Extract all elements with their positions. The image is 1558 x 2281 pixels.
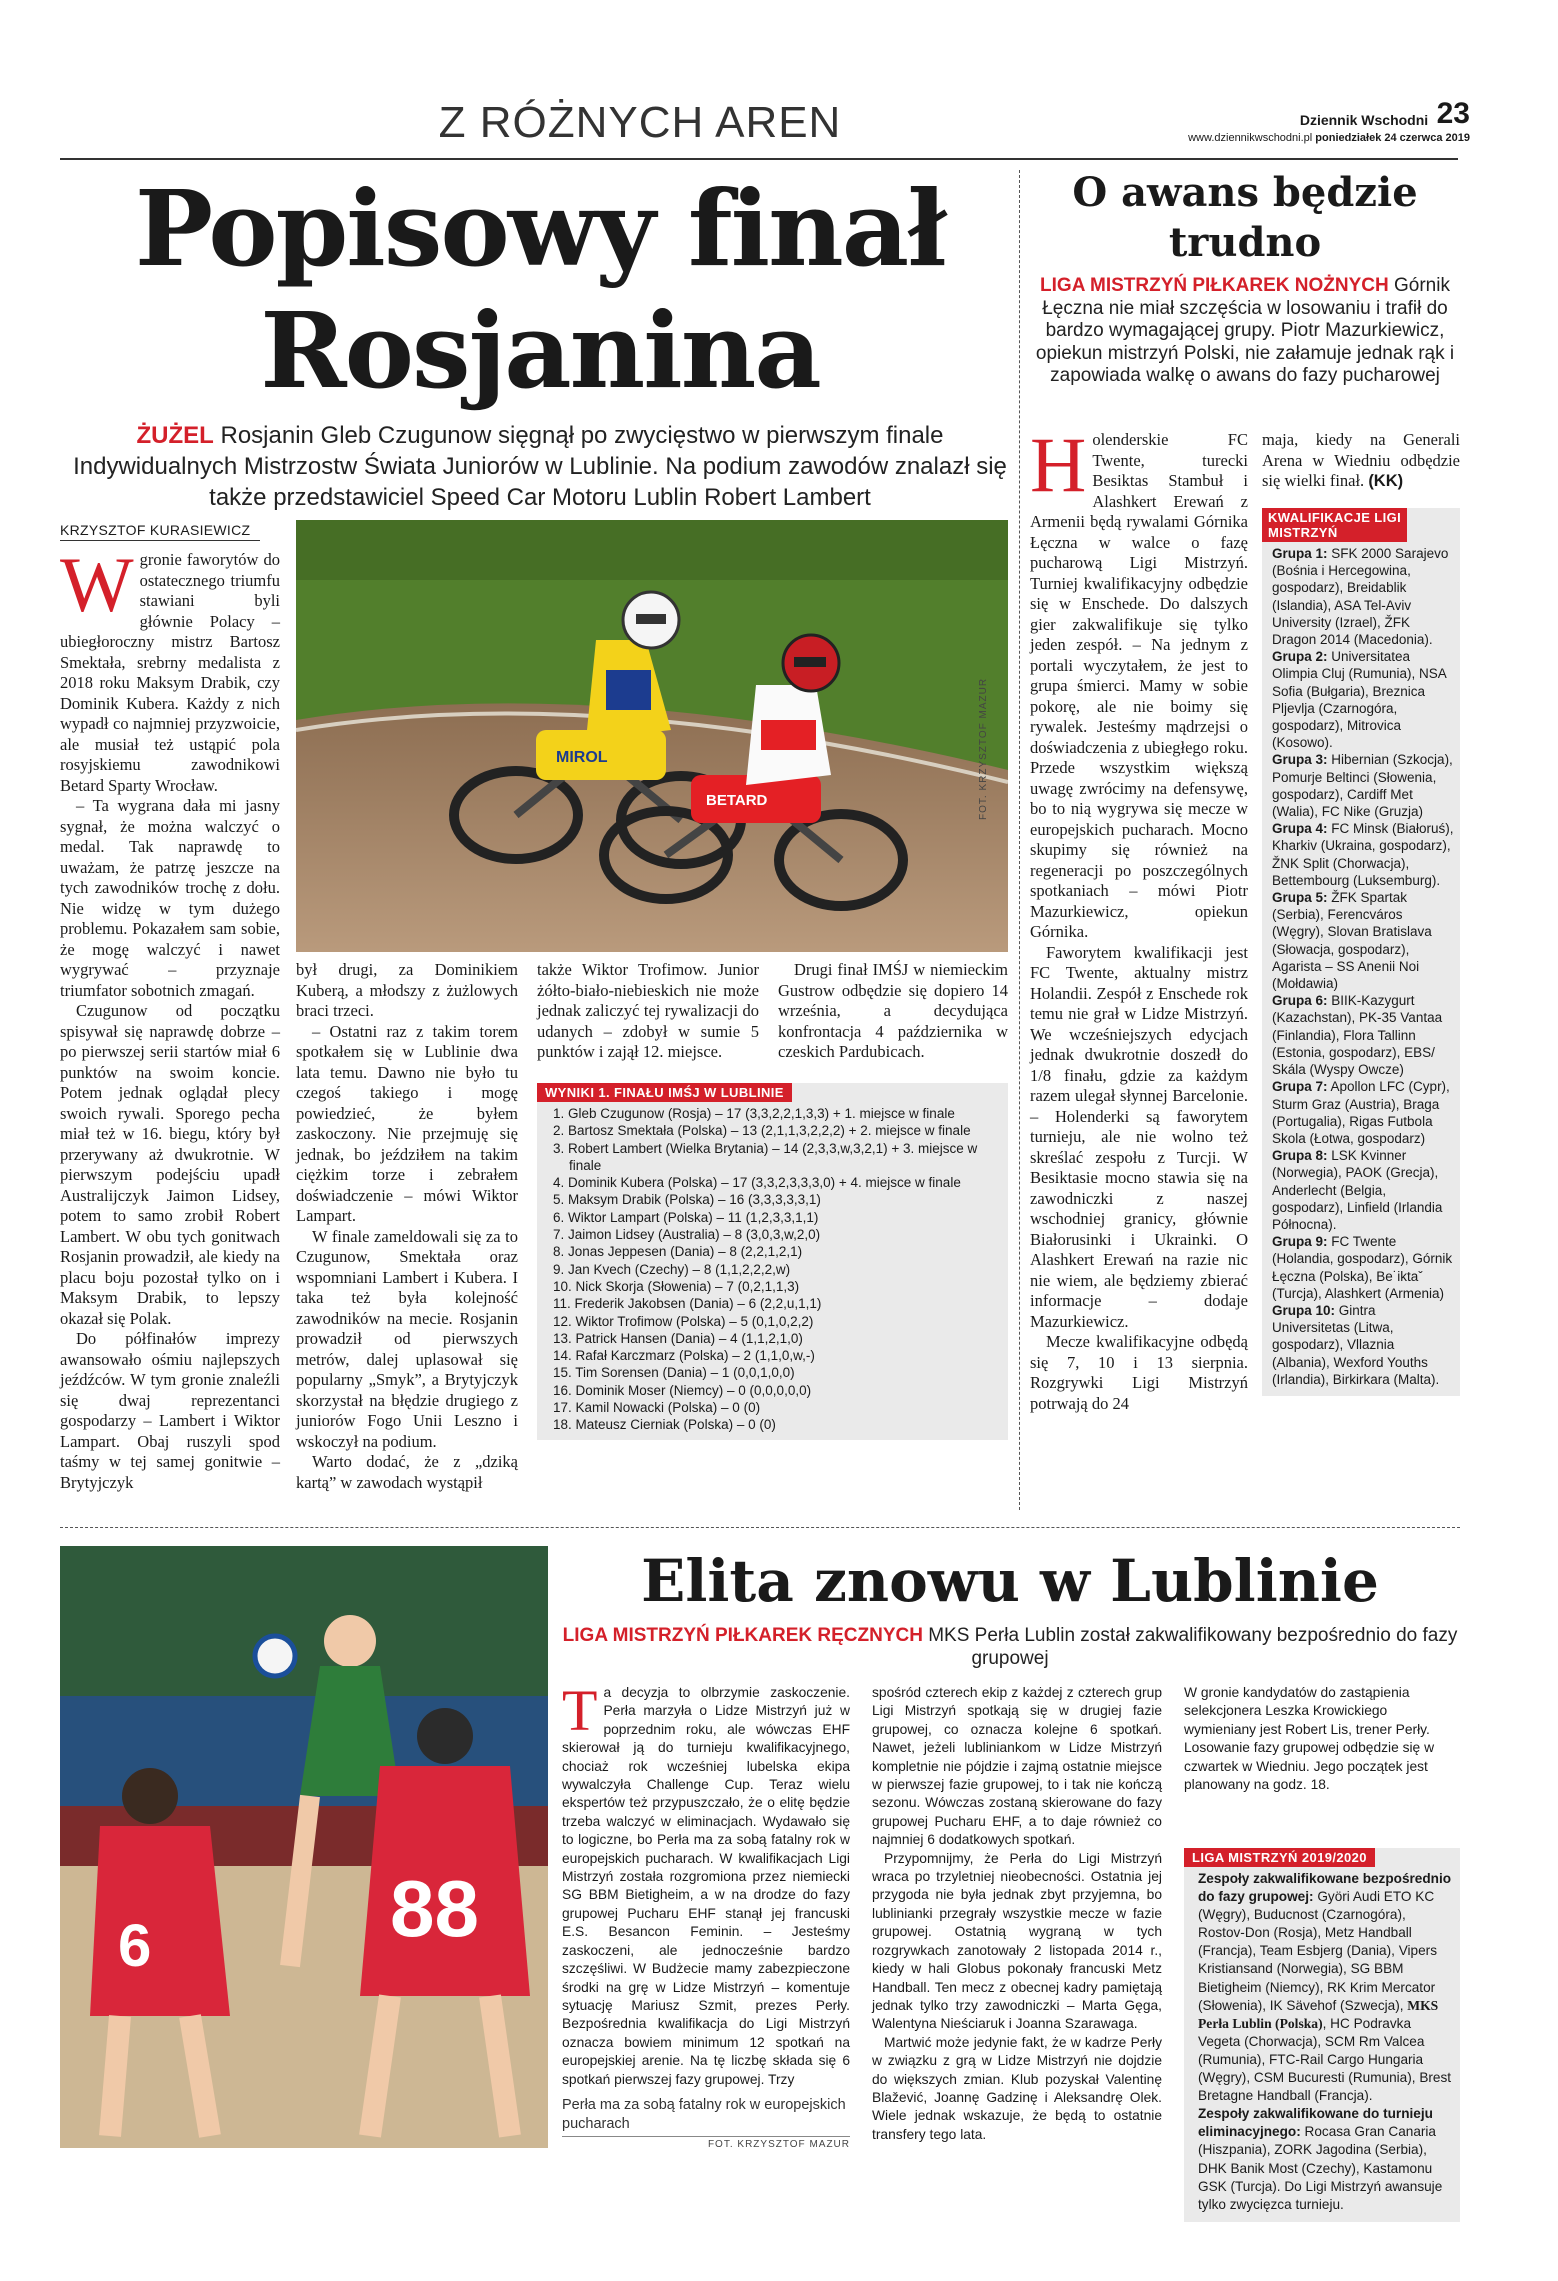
paragraph: Do półfinałów imprezy awansowało ośmiu najlepszych jeźdźców. W tym gronie znaleźli się dwaj reprezentanci gospodarzy – Lambert i Wiktor Lampart. Obaj ruszyli spod taśmy w tej samej gonitwie – Brytyjczyk <box>60 1329 280 1492</box>
results-row: 13. Patrick Hansen (Dania) – 4 (1,1,2,1,0) <box>553 1330 803 1346</box>
side-column-1 <box>1030 421 1248 1414</box>
paragraph: Mecze kwalifikacyjne odbędą się 7, 10 i 13 sierpnia. Rozgrywki Ligi Mistrzyń potrwają do 24 <box>1030 1332 1248 1413</box>
group-teams: Gintra Universitetas (Litwa, gospodarz), Vllaznia (Albania), Wexford Youths (Irlandia), Birkirkara (Malta). <box>1272 1302 1440 1387</box>
photo-caption: Perła ma za sobą fatalny rok w europejskich pucharach <box>562 2097 846 2132</box>
paragraph: Drugi finał IMŚJ w niemieckim Gustrow odbędzie się dopiero 14 września, a decydująca konfrontacja 4 października w czeskich Pardubicach. <box>778 960 1008 1061</box>
group-entry <box>1272 648 1454 751</box>
results-row: 10. Nick Skorja (Słowenia) – 7 (0,2,1,1,3) <box>553 1278 800 1294</box>
speedway-illustration <box>296 520 1008 952</box>
results-row: 2. Bartosz Smektała (Polska) – 13 (2,1,1,3,2,2,2) + 2. miejsce w finale <box>553 1123 971 1139</box>
group-label: Grupa 7: <box>1272 1079 1328 1095</box>
champions-league-title: LIGA MISTRZYŃ 2019/2020 <box>1184 1848 1375 1867</box>
bottom-kicker: LIGA MISTRZYŃ PIŁKAREK RĘCZNYCH <box>562 1625 923 1646</box>
side-lead <box>1030 275 1460 388</box>
bottom-column-2 <box>872 1684 1162 2144</box>
paragraph-text: a decyzja to olbrzymie zaskoczenie. Perła marzyła o Lidze Mistrzyń już w poprzednim roku, ale wówczas EHF skierował ją do turnieju kwalifikacyjnego, chociaż rok wcześniej lubelska ekipa wywalczyła Challenge Cup. Teraz wielu ekspertów też przypuszczało, że o elitę będzie trzeba walczyć w eliminacjach. Wydawało się to logiczne, bo Perła ma za sobą fatalny rok w europejskich pucharach. W kwalifikacjach Ligi Mistrzyń została rozgromiona przez niemiecki SG BBM Bietigheim, a w na drodze do fazy grupowej Pucharu EHF stanął jej francuski E.S. Besancon Feminin. – Jesteśmy zaskoczeni, ale jednocześnie bardzo szczęśliwi. W Budżecie mamy zabezpieczone środki na grę w Lidze Mistrzyń – komentuje sytuację Mariusz Szmit, prezes Perły. Bezpośrednia kwalifikacja do Ligi Mistrzyń oznacza bowiem minimum 12 spotkań na europejskiej arenie. Na tę liczbę składa się 6 spotkań pierwszej fazy grupowej. Trzy <box>562 1685 850 2087</box>
group-label: Grupa 5: <box>1272 890 1328 906</box>
svg-text:BETARD: BETARD <box>706 792 768 809</box>
results-row: 17. Kamil Nowacki (Polska) – 0 (0) <box>553 1400 761 1416</box>
paragraph: spośród czterech ekip z każdej z czterech grup Ligi Mistrzyń spotkają się w drugiej fazie grupowej, co oznacza kolejne 6 spotkań. Nawet, jeżeli lubliniankom w Lidze Mistrzyń kompletnie nie pójdzie i zajmą ostatnie miejsce w pierwszej fazie grupowej, to i tak nie kończą sezonu. Wówczas zostaną skierowane do fazy grupowej Pucharu EHF, a to daje również co najmniej 6 dodatkowych spotkań. <box>872 1685 1162 1848</box>
results-row: 3. Robert Lambert (Wielka Brytania) – 14 (2,3,3,w,3,2,1) + 3. miejsce w finale <box>553 1140 978 1173</box>
side-column-2 <box>1262 430 1460 492</box>
main-lead <box>60 420 1020 513</box>
group-teams: Universitatea Olimpia Cluj (Rumunia), NSA Sofia (Bułgaria), Breznica Pljevlja (Czarnogóra, gospodarz), Mitrovica (Kosowo). <box>1272 649 1447 751</box>
group-entry <box>1272 889 1454 992</box>
page-info <box>1188 97 1470 144</box>
group-label: Grupa 3: <box>1272 752 1328 768</box>
dropcap: W <box>60 541 134 628</box>
results-row: 18. Mateusz Cierniak (Polska) – 0 (0) <box>553 1417 776 1433</box>
group-entry <box>1272 751 1454 820</box>
results-row: 9. Jan Kvech (Czechy) – 8 (1,1,2,2,2,w) <box>553 1261 791 1277</box>
champions-league-text <box>1184 1870 1460 2214</box>
champions-league-box <box>1184 1848 1460 2222</box>
paragraph: W gronie kandydatów do zastąpienia selekcjonera Leszka Krowickiego wymieniany jest Robert Lis, trener Perły. Losowanie fazy grupowej odbędzie się w czwartek w Wiedniu. Jego początek jest planowany na godz. 18. <box>1184 1685 1435 1793</box>
photo-credit: FOT. KRZYSZTOF MAZUR <box>562 2136 850 2150</box>
paragraph-text: maja, kiedy na Generali Arena w Wiedniu odbędzie się wielki finał. <box>1262 430 1460 490</box>
article-column-3 <box>537 960 759 1063</box>
group-teams: Apollon LFC (Cypr), Sturm Graz (Austria), Braga (Portugalia), Rigas Futbola Skola (Łotwa, gospodarz) <box>1272 1079 1450 1146</box>
paragraph: W finale zameldowali się za to Czugunow, Smektała oraz wspomniani Lambert i Kubera. I taka też była kolejność zawodników na mecie. Rosjanin prowadził od pierwszych metrów, dalej uplasował się popularny „Smyk”, a Brytyjczyk skorzystał na błędzie drugiego z juniorów Fogo Unii Leszno i wskoczył na podium. <box>296 1226 518 1451</box>
svg-text:MIROL: MIROL <box>556 749 608 766</box>
direct-label: Zespoły zakwalifikowane bezpośrednio do fazy grupowej: <box>1198 1871 1452 1905</box>
paragraph-text: olenderskie FC Twente, turecki Besiktas Stambuł i Alashkert Erewań z Armenii będą rywalami Górnika Łęczna w walce o fazę pucharową Ligi Mistrzyń. Turniej kwalifikacyjny odbędzie się w Enschede. Do dalszych gier zakwalifikuje się tylko jeden zespół. – Na jednym z portali wyczytałem, że jest to grupa śmierci. Mamy w sobie pokorę, ale nie boimy się rywalek. Jesteśmy mądrzejsi o doświadczenia z ubiegłego roku. Przede wszystkim większą uwagę zwrócimy na defensywę, bo to nią wygrywa się mecze w europejskich pucharach. Mocno skupimy się również na regeneracji po poszczególnych spotkaniach – mówi Piotr Mazurkiewicz, opiekun Górnika. <box>1030 430 1248 941</box>
results-row: 1. Gleb Czugunow (Rosja) – 17 (3,3,2,2,1,3,3) + 1. miejsce w finale <box>553 1106 955 1121</box>
main-kicker: ŻUŻEL <box>136 422 214 449</box>
group-label: Grupa 2: <box>1272 649 1328 665</box>
section-title: Z RÓŻNYCH AREN <box>438 98 842 147</box>
group-entry <box>1272 992 1454 1078</box>
results-row: 5. Maksym Drabik (Polska) – 16 (3,3,3,3,3,1) <box>553 1192 821 1208</box>
side-headline <box>1030 168 1460 268</box>
svg-text:88: 88 <box>390 1864 479 1953</box>
paragraph: Przypomnijmy, że Perła do Ligi Mistrzyń wraca po trzyletniej nieobecności. Ostatnia jej przygoda nie była jednak zbyt przyjemna, bo lublinianki przegrały wszystkie mecze w fazie grupowej. Ostatnią wygraną w tych rozgrywkach zanotowały 2 listopada 2014 r., kiedy w hali Globus pokonały francuski Metz Handball. Ten mecz z obecnej kadry pamiętają jednak tylko trzy zawodniczki – Marta Gęga, Walentyna Nieściaruk i Joanna Szarawaga. <box>872 1850 1162 2032</box>
group-entry <box>1272 1233 1454 1302</box>
perla-highlight: MKS Perła Lublin (Polska) <box>1198 1997 1439 2031</box>
website[interactable]: www.dziennikwschodni.pl <box>1188 132 1313 144</box>
author-byline: KRZYSZTOF KURASIEWICZ <box>60 522 260 541</box>
bottom-column-3 <box>1184 1684 1460 1794</box>
group-label: Grupa 1: <box>1272 546 1328 561</box>
main-headline-line2: Rosjanina <box>260 289 820 412</box>
side-kicker: LIGA MISTRZYŃ PIŁKAREK NOŻNYCH <box>1040 275 1389 296</box>
results-row: 16. Dominik Moser (Niemcy) – 0 (0,0,0,0,0) <box>553 1382 812 1398</box>
results-row: 11. Frederik Jakobsen (Dania) – 6 (2,2,u,1,1) <box>553 1296 822 1312</box>
dropcap: H <box>1030 421 1087 508</box>
signature: (KK) <box>1368 472 1404 490</box>
main-lead-text: Rosjanin Gleb Czugunow sięgnął po zwycięstwo w pierwszym finale Indywidualnych Mistrzostw Świata Juniorów w Lublinie. Na podium zawodów znalazł się także przedstawiciel Speed Car Motoru Lublin Robert Lambert <box>73 422 1007 511</box>
speedway-photo <box>296 520 1008 952</box>
page-number: 23 <box>1436 97 1470 130</box>
qualification-list <box>1262 545 1460 1388</box>
results-title: WYNIKI 1. FINAŁU IMŚJ W LUBLINIE <box>537 1083 792 1102</box>
group-teams: SFK 2000 Sarajevo (Bośnia i Hercegowina, gospodarz), Breidablik (Islandia), ASA Tel-Aviv University (Izrael), ŽFK Dragon 2014 (Macedonia). <box>1272 546 1449 648</box>
section-divider <box>60 158 1458 160</box>
group-teams: BIIK-Kazygurt (Kazachstan), PK-35 Vantaa (Finlandia), Flora Tallinn (Estonia, gospodarz), EBS/ Skála (Wyspy Owcze) <box>1272 993 1443 1078</box>
direct-teams-rest: , HC Podravka Vegeta (Chorwacja), SCM Rm Valcea (Rumunia), FTC-Rail Cargo Hungaria (Węgry), CSM Bucuresti (Rumunia), Brest Bretagne Handball (Francja). <box>1198 2015 1452 2104</box>
article-column-2 <box>296 960 518 1493</box>
results-row: 14. Rafał Karczmarz (Polska) – 2 (1,1,0,w,-) <box>553 1348 815 1364</box>
side-headline-line2: trudno <box>1168 219 1322 266</box>
handball-illustration <box>60 1546 548 2148</box>
paragraph: – Ostatni raz z takim torem spotkałem się w Lublinie dwa lata temu. Dawno nie było tu czegoś takiego i mogę powiedzieć, że byłem zaskoczony. Nie przejmuję się jednak, bo jeździłem na takim ciężkim torze i zebrałem doświadczenie – mówi Wiktor Lampart. <box>296 1021 518 1225</box>
group-label: Grupa 10: <box>1272 1302 1336 1318</box>
qualification-box <box>1262 508 1460 1396</box>
group-entry <box>1272 820 1454 889</box>
results-list <box>537 1105 1008 1434</box>
group-teams: FC Twente (Holandia, gospodarz), Górnik Łęczna (Polska), Be˙iktaˇ (Turcja), Alashkert (Armenia) <box>1272 1234 1453 1301</box>
direct-teams: Györi Audi ETO KC (Węgry), Buducnost (Czarnogóra), Rostov-Don (Rosja), Metz Handball (Francja), Team Esbjerg (Dania), Vipers Kristiansand (Norwegia), SG BBM Bietigheim (Niemcy), RK Krim Mercator (Słowenia), IK Sävehof (Szwecja), <box>1198 1889 1437 2013</box>
paragraph <box>562 1678 850 2089</box>
bottom-headline: Elita znowu w Lublinie <box>641 1547 1379 1615</box>
main-headline <box>60 168 1020 412</box>
column-separator <box>1019 170 1020 1510</box>
bottom-column-1 <box>562 1678 850 2089</box>
results-row: 8. Jonas Jeppesen (Dania) – 8 (2,2,1,2,1) <box>553 1244 803 1260</box>
main-headline-line1: Popisowy finał <box>134 167 946 290</box>
results-row: 4. Dominik Kubera (Polska) – 17 (3,3,2,3,3,3,0) + 4. miejsce w finale <box>553 1175 961 1191</box>
group-teams: LSK Kvinner (Norwegia), PAOK (Grecja), Anderlecht (Belgia, gospodarz), Linfield (Irlandia Północna). <box>1272 1148 1443 1232</box>
group-label: Grupa 9: <box>1272 1234 1328 1250</box>
side-lead-text: Górnik Łęczna nie miał szczęścia w losowaniu i trafił do bardzo wymagającej grupy. Piotr Mazurkiewicz, opiekun mistrzyń Polski, nie załamuje jednak rąk i zapowiada walkę o awans do fazy pucharowej <box>1035 275 1455 386</box>
side-headline-line1: O awans będzie <box>1072 169 1418 216</box>
paragraph: Faworytem kwalifikacji jest FC Twente, aktualny mistrz Holandii. Zespół z Enschede rok temu nie grał w Lidze Mistrzyń. We wcześniejszych edycjach jednak dwukrotnie doszedł do 1/8 finału, gdzie za każdym razem ulegał słynnej Barcelonie. – Holenderki są faworytem turnieju, ale nie wolno też skreślać zespołu z Turcji. W Besiktasie mocno stawia się na zawodniczki z naszej wschodniej granicy, głównie Białorusinki i Ukrainki. O Alashkert Erewań na razie nic nie wiem, ale będziemy zbierać informacje – dodaje Mazurkiewicz. <box>1030 942 1248 1331</box>
svg-text:6: 6 <box>118 1912 152 1979</box>
paragraph: także Wiktor Trofimow. Junior żółto-biało-niebieskich nie może jednak zaliczyć tej rywalizacji do udanych – zdobył w sumie 5 punktów i zajął 12. miejsce. <box>537 960 759 1061</box>
paragraph: Warto dodać, że z „dziką kartą” w zawodach wystąpił <box>296 1452 518 1492</box>
results-row: 7. Jaimon Lidsey (Australia) – 8 (3,0,3,w,2,0) <box>553 1227 821 1243</box>
group-label: Grupa 8: <box>1272 1148 1328 1164</box>
paragraph: Martwić może jedynie fakt, że w kadrze Perły w związku z grą w Lidze Mistrzyń nie dojdzie do większych zmian. Klub pozyskał Valentinę Blažević, Joannę Gadzinę i Aleksandrę Olek. Wiele jednak wskazuje, że będą to ostatnie transfery tego lata. <box>872 2034 1162 2142</box>
handball-photo <box>60 1546 548 2148</box>
group-label: Grupa 6: <box>1272 993 1328 1009</box>
qualification-title-line1: KWALIFIKACJE LIGI <box>1268 510 1402 525</box>
group-entry <box>1272 1147 1454 1233</box>
group-teams: ŽFK Spartak (Serbia), Ferencváros (Węgry), Slovan Bratislava (Słowacja, gospodarz), Agarista – SS Anenii Noi (Mołdawia) <box>1272 890 1432 992</box>
group-entry <box>1272 545 1454 648</box>
results-box <box>537 1083 1008 1440</box>
paragraph <box>1262 430 1460 492</box>
paragraph: – Ta wygrana dała mi jasny sygnał, że można walczyć o medal. Tak naprawdę to uważam, że patrzę jeszcze na tych zawodników trochę z dołu. Nie widzę w tym dużego problemu. Pokazałem sam sobie, że mogę walczyć i nawet wygrywać – przyznaje triumfator sobotnich zmagań. <box>60 796 280 1000</box>
dropcap: T <box>562 1678 598 1743</box>
paragraph <box>1030 421 1248 943</box>
results-row: 12. Wiktor Trofimow (Polska) – 5 (0,1,0,2,2) <box>553 1313 814 1329</box>
paragraph: Czugunow od początku spisywał się naprawdę dobrze – po pierwszej serii startów miał 6 punktów na swoim koncie. Potem jednak oglądał plecy swoich rywali. Sporego pecha miał też w 16. biegu, który był przerywany aż dwukrotnie. W pierwszym podejściu upadł Australijczyk Jaimon Lidsey, potem to samo zrobił Robert Lambert. W obu tych gonitwach Rosjanin prowadził, ale kiedy na placu boju pozostał tylko on i Maksym Drabik, to lepszy okazał się Polak. <box>60 1001 280 1328</box>
issue-date: poniedziałek 24 czerwca 2019 <box>1315 132 1470 144</box>
group-entry <box>1272 1078 1454 1147</box>
photo-credit: FOT. KRZYSZTOF MAZUR <box>978 677 989 820</box>
paragraph-text: gronie faworytów do ostatecznego triumfu stawiani byli głównie Polacy – ubiegłoroczny mistrz Bartosz Smektała, srebrny medalista z 2018 roku Maksym Drabik, czy Dominik Kubera. Każdy z nich wypadł co najmniej przyzwoicie, ale musiał też ustąpić pola rosyjskiemu zawodnikowi Betard Sparty Wrocław. <box>60 550 280 795</box>
qualifier-teams: Rocasa Gran Canaria (Hiszpania), ZORK Jagodina (Serbia), DHK Banik Most (Czechy), Kastamonu GSK (Turcja). Do Ligi Mistrzyń awansuje tylko zwycięzca turnieju. <box>1198 2124 1443 2212</box>
paragraph: był drugi, za Dominikiem Kuberą, a młodszy z żużlowych braci trzeci. <box>296 960 518 1020</box>
bottom-lead <box>560 1624 1460 1670</box>
bottom-lead-text: MKS Perła Lublin został zakwalifikowany bezpośrednio do fazy grupowej <box>922 1625 1458 1669</box>
article-column-4 <box>778 960 1008 1063</box>
group-teams: FC Minsk (Białoruś), Kharkiv (Ukraina, gospodarz), ŽNK Split (Chorwacja), Bettembourg (Luksemburg). <box>1272 821 1454 888</box>
group-entry <box>1272 1302 1454 1388</box>
section-separator <box>60 1527 1460 1528</box>
qualification-title-line2: MISTRZYŃ <box>1268 525 1338 540</box>
group-label: Grupa 4: <box>1272 821 1328 837</box>
paper-name: Dziennik Wschodni <box>1299 112 1429 128</box>
results-row: 6. Wiktor Lampart (Polska) – 11 (1,2,3,3,1,1) <box>553 1209 819 1225</box>
results-row: 15. Tim Sorensen (Dania) – 1 (0,0,1,0,0) <box>553 1365 795 1381</box>
article-column-1 <box>60 541 280 1493</box>
paragraph <box>60 541 280 796</box>
group-teams: Hibernian (Szkocja), Pomurje Beltinci (Słowenia, gospodarz), Cardiff Met (Walia), FC Nike (Gruzja) <box>1272 752 1453 820</box>
qualifier-label: Zespoły zakwalifikowane do turnieju eliminacyjnego: <box>1198 2106 1433 2140</box>
qualification-title <box>1262 508 1407 542</box>
